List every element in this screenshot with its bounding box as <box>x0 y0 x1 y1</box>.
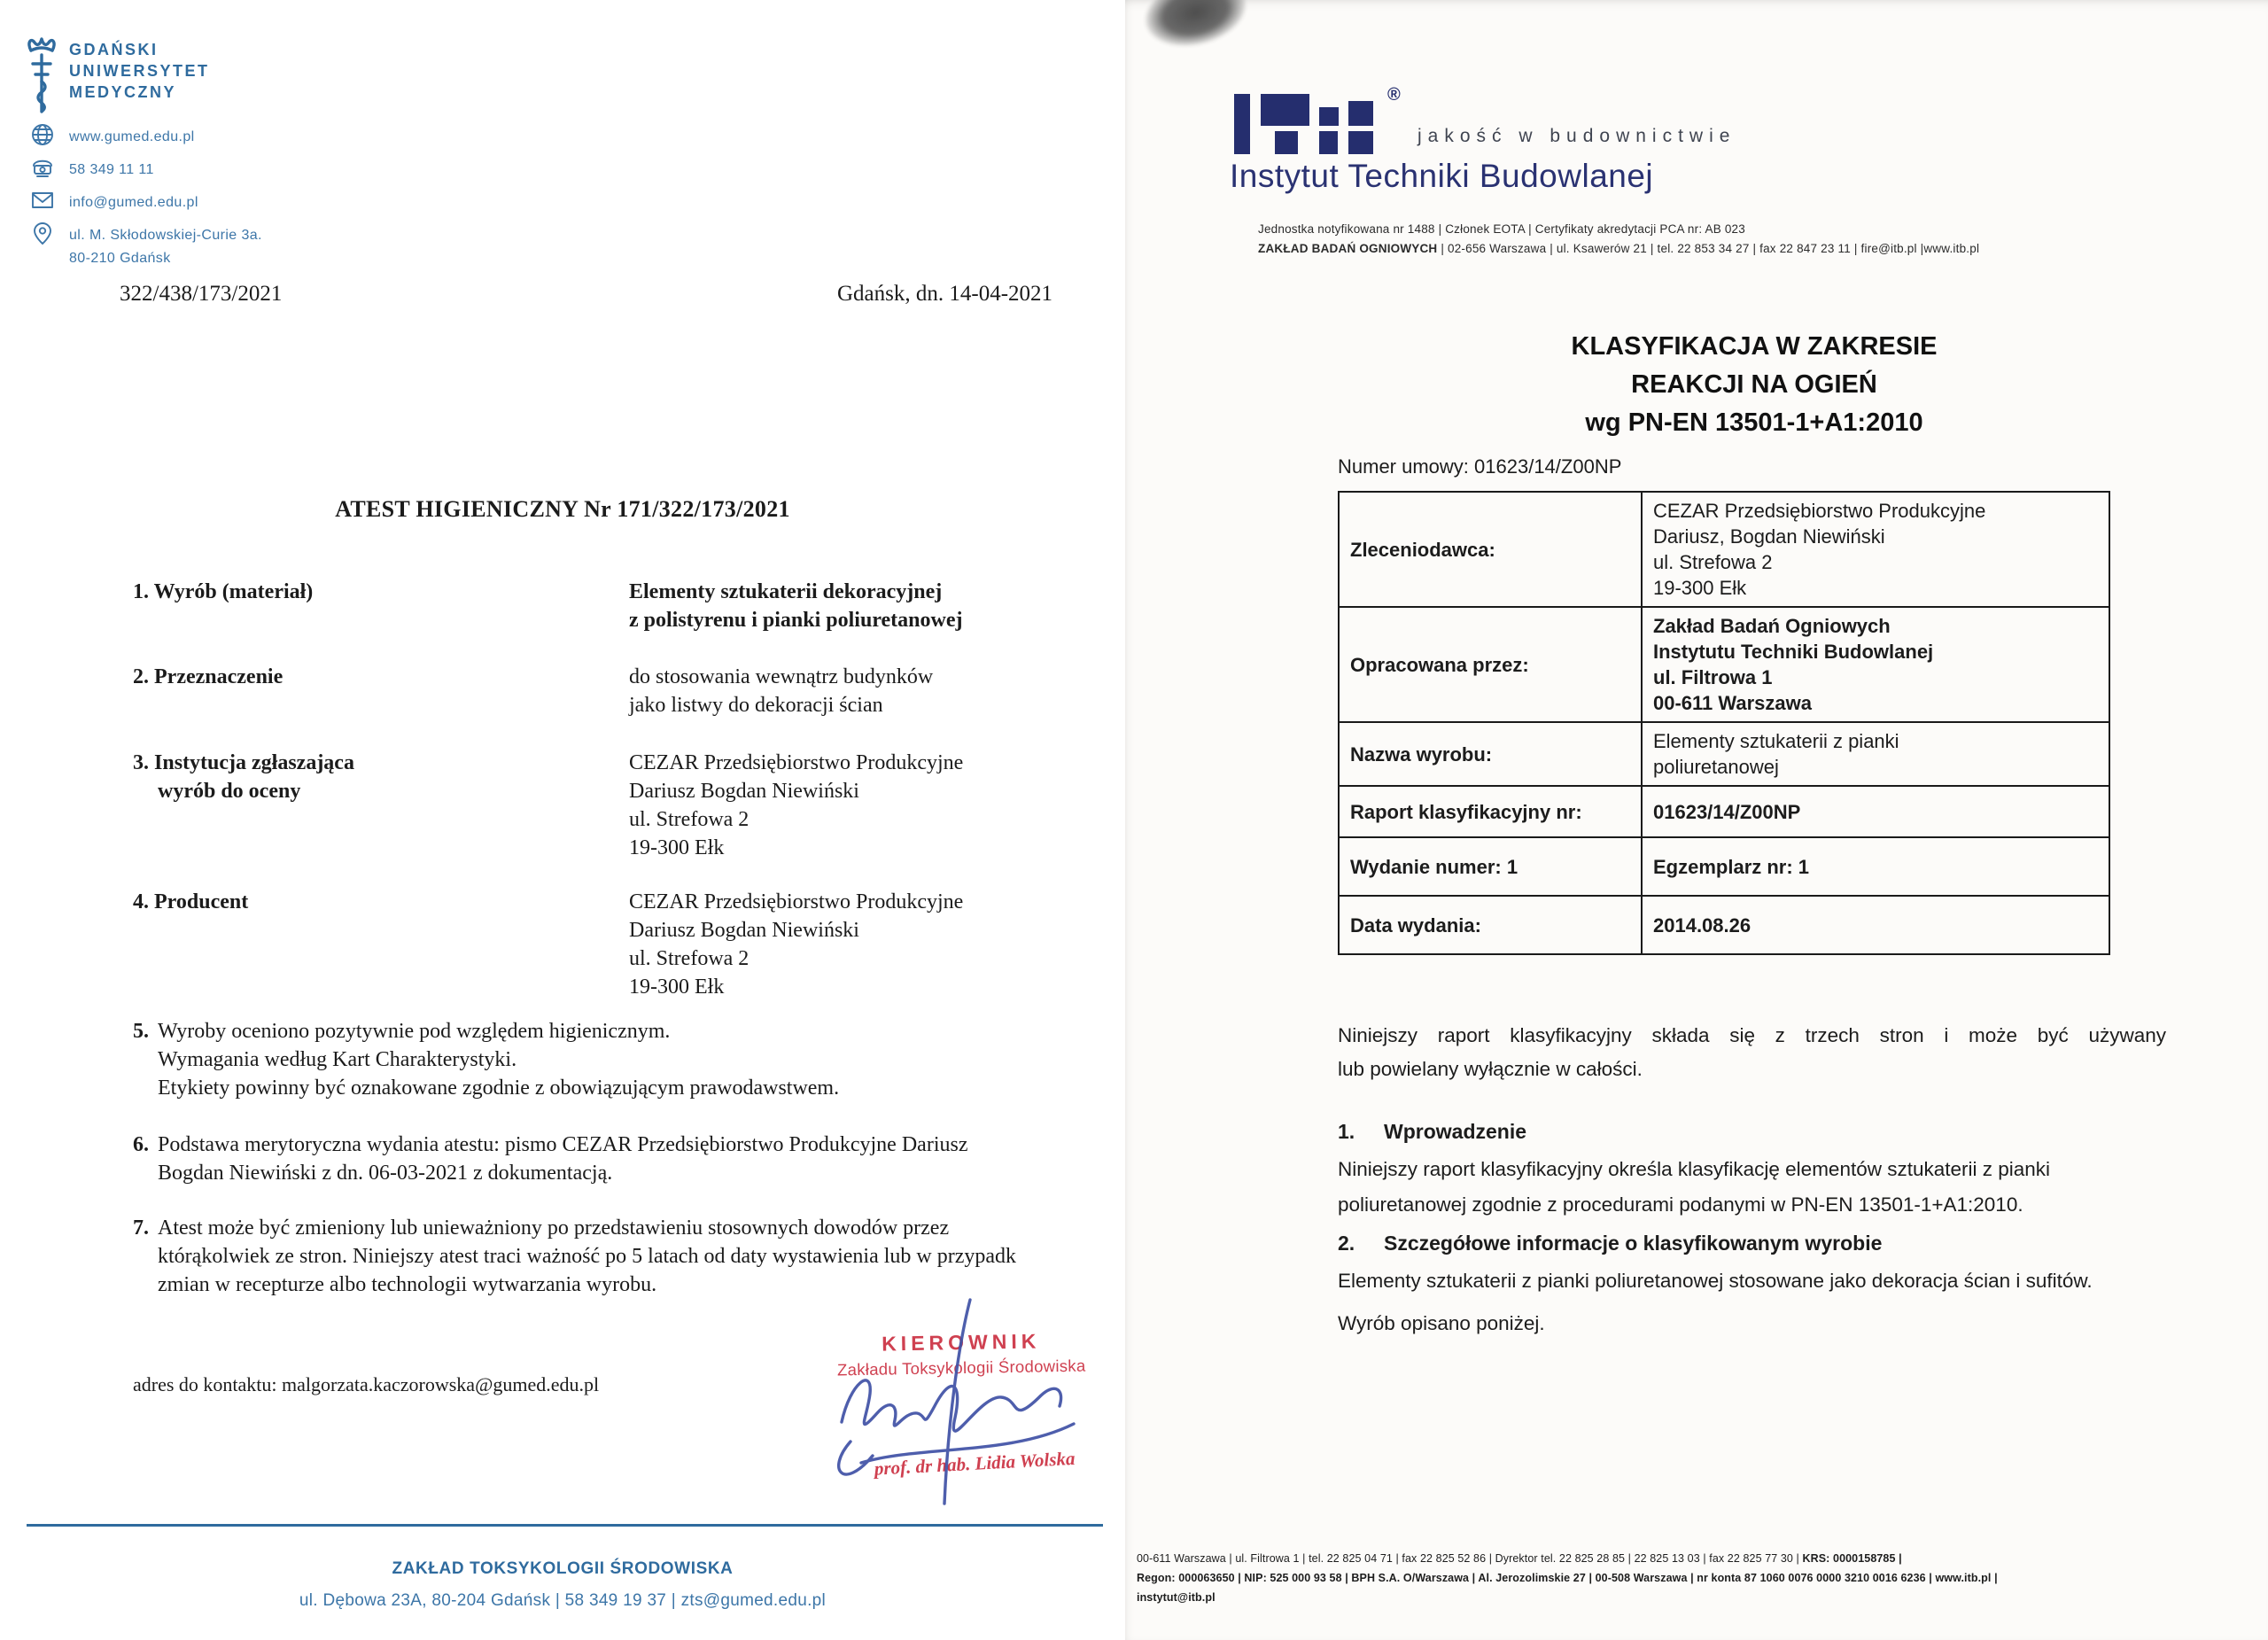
item-value: CEZAR Przedsiębiorstwo Produkcyjne Dariusz Bogdan Niewiński ul. Strefowa 2 19-300 Ełk <box>629 751 964 859</box>
item-label: 2. Przeznaczenie <box>133 665 284 688</box>
classification-title: KLASYFIKACJA W ZAKRESIE REAKCJI NA OGIEŃ wg PN-EN 13501-1+A1:2010 <box>1571 332 1938 437</box>
university-name-line: MEDYCZNY <box>69 83 177 101</box>
item-label: 3. Instytucja zgłaszająca wyrób do oceny <box>133 751 354 803</box>
table-row-data-wydania <box>1339 896 2109 954</box>
university-name-line: GDAŃSKI <box>69 41 159 58</box>
university-name <box>69 39 210 103</box>
address-text <box>69 221 262 270</box>
itb-tagline: jakość w budownictwie <box>1418 126 1736 146</box>
section-1-heading: 1. Wprowadzenie <box>1338 1120 1527 1143</box>
row-label: Zleceniodawca: <box>1339 492 1642 607</box>
footer-address: ul. Dębowa 23A, 80-204 Gdańsk | 58 349 19 37 | zts@gumed.edu.pl <box>299 1591 827 1610</box>
paragraph-7: 7. Atest może być zmieniony lub unieważniony po przedstawieniu stosownych dowodów przez którąkolwiek ze stron. Niniejszy atest traci ważność po 5 latach od daty wystawienia lub w przypadk zmian w recepturze albo technologii wytwarzania wyrobu. <box>133 1214 1121 1299</box>
registered-trademark-icon: ® <box>1387 85 1401 105</box>
item-label: 4. Producent <box>133 890 249 913</box>
row-label: Raport klasyfikacyjny nr: <box>1339 786 1642 837</box>
classification-info-table <box>1338 491 2110 955</box>
paragraph-text: Podstawa merytoryczna wydania atestu: pismo CEZAR Przedsiębiorstwo Produkcyjne Dariusz Bogdan Niewiński z dn. 06-03-2021 z dokumentacją. <box>158 1133 968 1185</box>
paragraph-6: 6. Podstawa merytoryczna wydania atestu: pismo CEZAR Przedsiębiorstwo Produkcyjne Dariusz Bogdan Niewiński z dn. 06-03-2021 z dokumentacją. <box>133 1131 1121 1187</box>
fax-phone-icon <box>30 155 55 180</box>
footer-line-3: instytut@itb.pl <box>1137 1591 1216 1604</box>
section-2-body: Elementy sztukaterii z pianki poliuretanowej stosowane jako dekoracja ścian i sufitów. <box>1338 1270 2093 1292</box>
document-title: ATEST HIGIENICZNY Nr 171/322/173/2021 <box>335 496 790 523</box>
table-row-raport-nr <box>1339 786 2109 837</box>
item-value: Elementy sztukaterii dekoracyjnej z polistyrenu i pianki poliuretanowej <box>629 580 963 632</box>
footer-department: ZAKŁAD TOKSYKOLOGII ŚRODOWISKA <box>392 1559 734 1578</box>
footer-line-2: Regon: 000063650 | NIP: 525 000 93 58 | BPH S.A. O/Warszawa | Al. Jerozolimskie 27 | 00-508 Warszawa | nr konta 87 1060 0076 0000 3210 0016 6236 | www.itb.pl | <box>1137 1572 1998 1584</box>
row-value: Egzemplarz nr: 1 <box>1642 837 2109 896</box>
reference-number: 322/438/173/2021 <box>120 282 283 306</box>
row-label: Nazwa wyrobu: <box>1339 722 1642 786</box>
address-line-1: ul. M. Skłodowskiej-Curie 3a. <box>69 228 262 243</box>
row-label: Wydanie numer: 1 <box>1339 837 1642 896</box>
contract-number: Numer umowy: 01623/14/Z00NP <box>1338 455 1622 478</box>
email-text: info@gumed.edu.pl <box>69 195 198 210</box>
item-value: CEZAR Przedsiębiorstwo Produkcyjne Dariusz Bogdan Niewiński ul. Strefowa 2 19-300 Ełk <box>629 890 964 999</box>
paragraph-text: Atest może być zmieniony lub unieważniony po przedstawieniu stosownych dowodów przez którąkolwiek ze stron. Niniejszy atest traci ważność po 5 latach od daty wystawienia lub w przypadk zmian w recepturze albo technologii wytwarzania wyrobu. <box>158 1216 1017 1296</box>
table-row-nazwa-wyrobu <box>1339 722 2109 786</box>
contact-website-row <box>30 122 195 149</box>
stamp-role: KIEROWNIK <box>881 1329 1041 1356</box>
document-atest-higieniczny <box>0 0 1125 1640</box>
row-value: Elementy sztukaterii z pianki poliuretanowej <box>1642 722 2109 786</box>
institute-name: Instytut Techniki Budowlanej <box>1230 158 1654 194</box>
section-1-body: Niniejszy raport klasyfikacyjny określa klasyfikację elementów sztukaterii z pianki poliuretanowej zgodnie z procedurami podanymi w PN-EN 13501-1+A1:2010. <box>1338 1158 2051 1216</box>
row-value: CEZAR Przedsiębiorstwo Produkcyjne Dariusz, Bogdan Niewiński ul. Strefowa 2 19-300 Ełk <box>1642 492 2109 607</box>
department-head-stamp <box>802 1328 1122 1480</box>
item-value: do stosowania wewnątrz budynków jako listwy do dekoracji ścian <box>629 665 934 717</box>
scan-smudge-artifact <box>1138 0 1253 56</box>
stamp-signer: prof. dr hab. Lidia Wolska <box>874 1447 1076 1480</box>
footer-line-1: 00-611 Warszawa | ul. Filtrowa 1 | tel. 22 825 04 71 | fax 22 825 52 86 | Dyrektor tel. 22 825 28 85 | 22 825 13 03 | fax 22 825 77 30 | KRS: 0000158785 | <box>1137 1552 1902 1565</box>
item-label: 1. Wyrób (materiał) <box>133 580 314 603</box>
paragraph-text: Wyroby oceniono pozytywnie pod względem higienicznym. Wymagania według Kart Charakterystyki. Etykiety powinny być oznakowane zgodnie z obowiązującym prawodawstwem. <box>158 1020 840 1100</box>
itb-header-info <box>1258 220 1979 259</box>
phone-text: 58 349 11 11 <box>69 162 154 177</box>
row-label: Data wydania: <box>1339 896 1642 954</box>
envelope-icon <box>30 188 55 213</box>
itb-logo-blocks-icon <box>1234 85 1385 158</box>
section-2-body-2: Wyrób opisano poniżej. <box>1338 1312 1545 1334</box>
table-row-wydanie <box>1339 837 2109 896</box>
gumed-crest-icon <box>23 35 62 117</box>
fire-department-line: ZAKŁAD BADAŃ OGNIOWYCH | 02-656 Warszawa | ul. Ksawerów 21 | tel. 22 853 34 27 | fax 22 847 23 11 | fire@itb.pl |www.itb.pl <box>1258 242 1980 255</box>
contact-phone-row <box>30 155 154 182</box>
globe-icon <box>30 122 55 147</box>
contact-email-line: adres do kontaktu: malgorzata.kaczorowska@gumed.edu.pl <box>133 1373 600 1395</box>
section-2-heading: 2. Szczegółowe informacje o klasyfikowanym wyrobie <box>1338 1232 1883 1255</box>
footer-divider-line <box>27 1524 1103 1527</box>
document-klasyfikacja-itb <box>1125 0 2268 1640</box>
row-value: 2014.08.26 <box>1642 896 2109 954</box>
row-label: Opracowana przez: <box>1339 607 1642 722</box>
row-value: Zakład Badań Ogniowych Instytutu Techniki Budowlanej ul. Filtrowa 1 00-611 Warszawa <box>1642 607 2109 722</box>
table-row-zleceniodawca <box>1339 492 2109 607</box>
university-name-line: UNIWERSYTET <box>69 62 210 80</box>
notified-body-line: Jednostka notyfikowana nr 1488 | Członek EOTA | Certyfikaty akredytacji PCA nr: AB 023 <box>1258 222 1745 236</box>
row-value: 01623/14/Z00NP <box>1642 786 2109 837</box>
contact-email-row <box>30 188 198 214</box>
paragraph-5: 5. Wyroby oceniono pozytywnie pod względem higienicznym. Wymagania według Kart Charakterystyki. Etykiety powinny być oznakowane zgodnie z obowiązującym prawodawstwem. <box>133 1017 1121 1102</box>
address-line-2: 80-210 Gdańsk <box>69 251 171 266</box>
website-text: www.gumed.edu.pl <box>69 129 195 144</box>
stamp-unit: Zakładu Toksykologii Środowiska <box>836 1356 1086 1380</box>
department-name: ZAKŁAD BADAŃ OGNIOWYCH <box>1258 242 1438 255</box>
table-row-opracowana-przez <box>1339 607 2109 722</box>
itb-footer-block <box>1137 1549 2260 1607</box>
location-pin-icon <box>30 221 55 245</box>
place-date-line: Gdańsk, dn. 14-04-2021 <box>837 282 1053 306</box>
report-scope-paragraph: Niniejszy raport klasyfikacyjny składa się z trzech stron i może być używany lub powielany wyłącznie w całości. <box>1338 1024 2166 1080</box>
contact-address-row <box>30 221 262 270</box>
